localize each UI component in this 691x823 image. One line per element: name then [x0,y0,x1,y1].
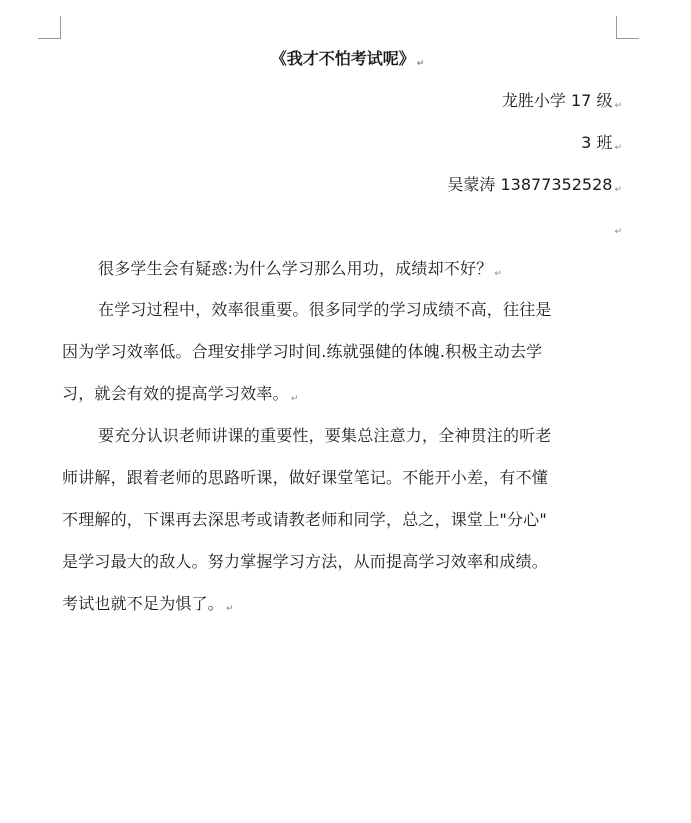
author-line-name[interactable]: 吴蒙涛 13877352528 ↵ [447,175,622,195]
author-line-class[interactable]: 3 班 ↵ [581,133,622,153]
paragraph-2-line-1[interactable]: 在学习过程中，效率很重要。很多同学的学习成绩不高，往往是 [98,300,552,319]
document-title[interactable]: 《我才不怕考试呢》 ↵ [270,49,425,69]
paragraph-3-line-2[interactable]: 师讲解，跟着老师的思路听课，做好课堂笔记。不能开小差，有不懂 [62,468,549,487]
paragraph-mark-icon: ↵ [226,604,234,614]
paragraph-mark-icon: ↵ [614,101,622,111]
crop-mark-top-left [38,16,61,39]
paragraph-mark-icon: ↵ [614,143,622,153]
paragraph-mark-icon: ↵ [290,394,299,404]
author-line-school[interactable]: 龙胜小学 17 级 ↵ [501,91,622,111]
paragraph-1-line-1[interactable]: 很多学生会有疑惑:为什么学习那么用功，成绩却不好？ ↵ [98,259,503,279]
paragraph-2-line-2[interactable]: 因为学习效率低。合理安排学习时间.练就强健的体魄.积极主动去学 [62,342,543,361]
empty-paragraph[interactable] [612,217,622,242]
crop-mark-top-right [616,16,639,39]
paragraph-2-line-3[interactable]: 习，就会有效的提高学习效率。 ↵ [62,384,299,404]
paragraph-mark-icon: ↵ [614,227,622,237]
paragraph-3-line-5[interactable]: 考试也就不足为惧了。 ↵ [62,594,234,614]
paragraph-mark-icon: ↵ [614,185,622,195]
paragraph-mark-icon: ↵ [494,269,503,279]
paragraph-3-line-3[interactable]: 不理解的，下课再去深思考或请教老师和同学，总之，课堂上"分心" [62,510,547,529]
paragraph-mark-icon: ↵ [416,59,425,69]
paragraph-3-line-4[interactable]: 是学习最大的敌人。努力掌握学习方法，从而提高学习效率和成绩。 [62,552,549,571]
paragraph-3-line-1[interactable]: 要充分认识老师讲课的重要性，要集总注意力，全神贯注的听老 [98,426,552,445]
